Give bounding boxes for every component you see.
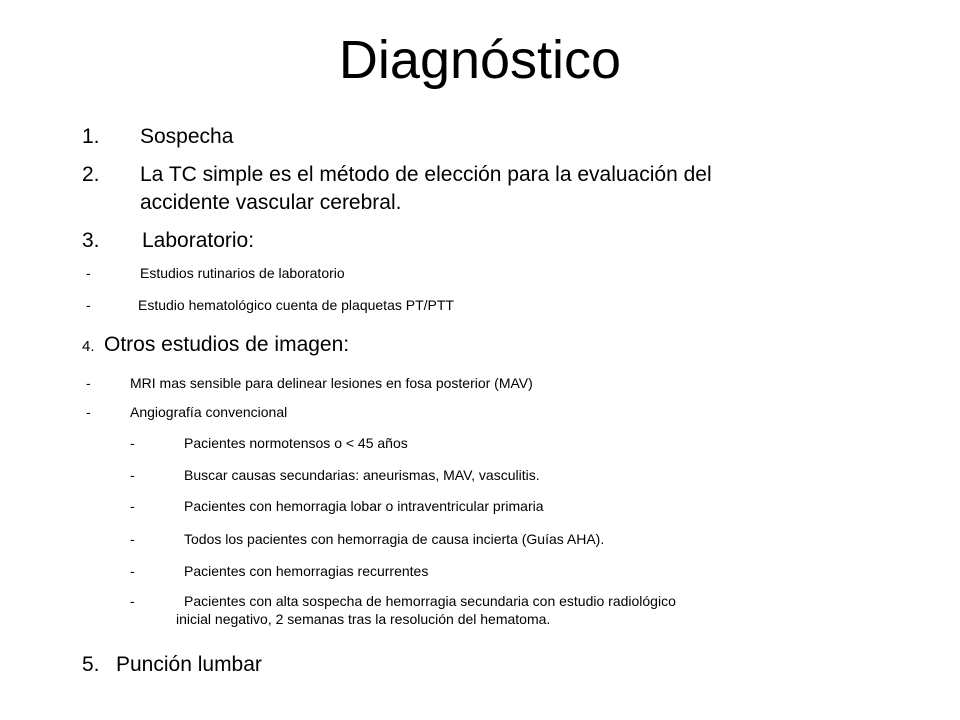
angio-sub-4-text: Todos los pacientes con hemorragia de causa incierta (Guías AHA). <box>184 531 605 547</box>
item-1-number: 1. <box>82 125 100 148</box>
angio-sub-6-text-line1: Pacientes con alta sospecha de hemorragia secundaria con estudio radiológico <box>184 593 676 609</box>
angio-sub-2-bullet: - <box>130 467 135 483</box>
item-4-number: 4. <box>82 338 95 355</box>
angio-sub-1-text: Pacientes normotensos o < 45 años <box>184 435 408 451</box>
angio-sub-1-bullet: - <box>130 435 135 451</box>
lab-sub-1-bullet: - <box>86 265 91 281</box>
item-2-text-line2: accidente vascular cerebral. <box>140 191 402 214</box>
imaging-sub-1-text: MRI mas sensible para delinear lesiones en fosa posterior (MAV) <box>130 375 533 391</box>
item-5-number: 5. <box>82 653 100 676</box>
lab-sub-2-bullet: - <box>86 297 91 313</box>
item-5-text: Punción lumbar <box>116 653 262 676</box>
angio-sub-6-text-line2: inicial negativo, 2 semanas tras la resolución del hematoma. <box>176 611 551 627</box>
item-1-text: Sospecha <box>140 125 234 148</box>
lab-sub-2-text: Estudio hematológico cuenta de plaquetas PT/PTT <box>138 297 454 313</box>
slide-title: Diagnóstico <box>338 30 622 90</box>
angio-sub-3-bullet: - <box>130 498 135 514</box>
angio-sub-5-bullet: - <box>130 563 135 579</box>
item-3-number: 3. <box>82 229 100 252</box>
angio-sub-3-text: Pacientes con hemorragia lobar o intraventricular primaria <box>184 498 544 514</box>
lab-sub-1-text: Estudios rutinarios de laboratorio <box>140 265 345 281</box>
item-2-text-line1: La TC simple es el método de elección para la evaluación del <box>140 163 712 186</box>
item-4-text: Otros estudios de imagen: <box>104 333 350 356</box>
imaging-sub-2-bullet: - <box>86 404 91 420</box>
angio-sub-6-bullet: - <box>130 593 135 609</box>
item-2-number: 2. <box>82 163 100 186</box>
angio-sub-4-bullet: - <box>130 531 135 547</box>
item-3-text: Laboratorio: <box>142 229 255 252</box>
imaging-sub-2-text: Angiografía convencional <box>130 404 288 420</box>
angio-sub-5-text: Pacientes con hemorragias recurrentes <box>184 563 429 579</box>
imaging-sub-1-bullet: - <box>86 375 91 391</box>
angio-sub-2-text: Buscar causas secundarias: aneurismas, MAV, vasculitis. <box>184 467 540 483</box>
